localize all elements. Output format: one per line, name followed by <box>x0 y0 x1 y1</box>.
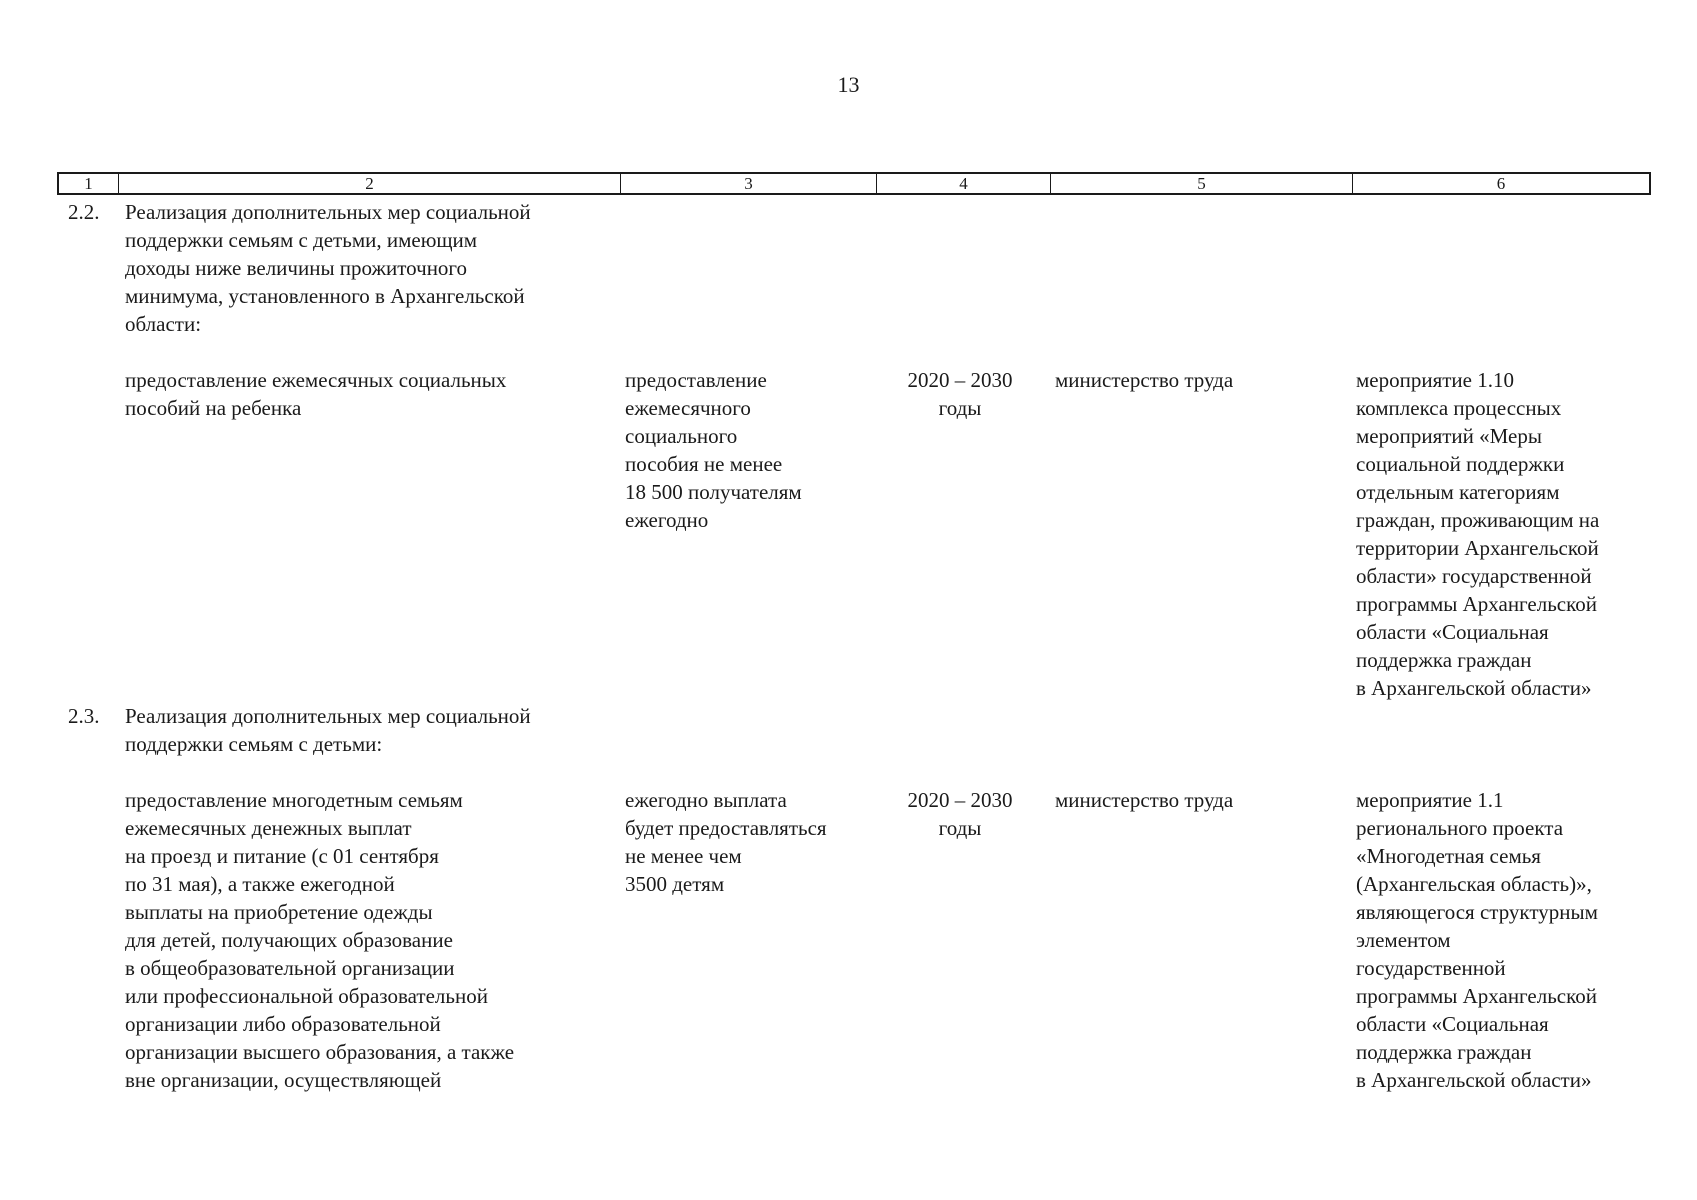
row-2-3-result: ежегодно выплата будет предоставляться не менее чем 3500 детям <box>625 788 827 896</box>
row-2-2-measure: предоставление ежемесячных социальных пособий на ребенка <box>125 368 507 420</box>
header-col-6: 6 <box>1496 174 1506 193</box>
header-col-2: 2 <box>119 174 621 193</box>
row-2-2-result: предоставление ежемесячного социального пособия не менее 18 500 получателям ежегодно <box>625 368 802 532</box>
row-2-3-number: 2.3. <box>68 704 100 728</box>
row-2-3-heading: Реализация дополнительных мер социальной поддержки семьям с детьми: <box>125 704 531 756</box>
header-col-3: 3 <box>621 174 877 193</box>
table-header-row <box>57 172 1651 195</box>
row-2-2-period: 2020 – 2030 годы <box>907 368 1013 420</box>
row-2-2-program-link: мероприятие 1.10 комплекса процессных мероприятий «Меры социальной поддержки отдельным категориям граждан, проживающим на территории Архангельской области» государственной программы Архангельской области «Социальная поддержка граждан в Архангельской области» <box>1356 368 1600 700</box>
page-number: 13 <box>837 72 860 97</box>
row-2-3-measure: предоставление многодетным семьям ежемесячных денежных выплат на проезд и питание (с 01 сентября по 31 мая), а также ежегодной выплаты на приобретение одежды для детей, получающих образование в общеобразовательной организации или профессиональной образовательной организации либо образовательной организации высшего образования, а также вне организации, осуществляющей <box>125 788 515 1092</box>
row-2-2-heading: Реализация дополнительных мер социальной поддержки семьям с детьми, имеющим доходы ниже величины прожиточного минимума, установленного в Архангельской области: <box>125 200 531 336</box>
row-2-3-responsible: министерство труда <box>1055 788 1234 812</box>
header-col-5: 5 <box>1051 174 1353 193</box>
row-2-2-number: 2.2. <box>68 200 100 224</box>
header-col-1: 1 <box>59 174 119 193</box>
row-2-3-program-link: мероприятие 1.1 регионального проекта «Многодетная семья (Архангельская область)», являющегося структурным элементом государственной программы Архангельской области «Социальная поддержка граждан в Архангельской области» <box>1356 788 1598 1092</box>
row-2-2-responsible: министерство труда <box>1055 368 1234 392</box>
header-col-4: 4 <box>877 174 1051 193</box>
row-2-3-period: 2020 – 2030 годы <box>907 788 1013 840</box>
